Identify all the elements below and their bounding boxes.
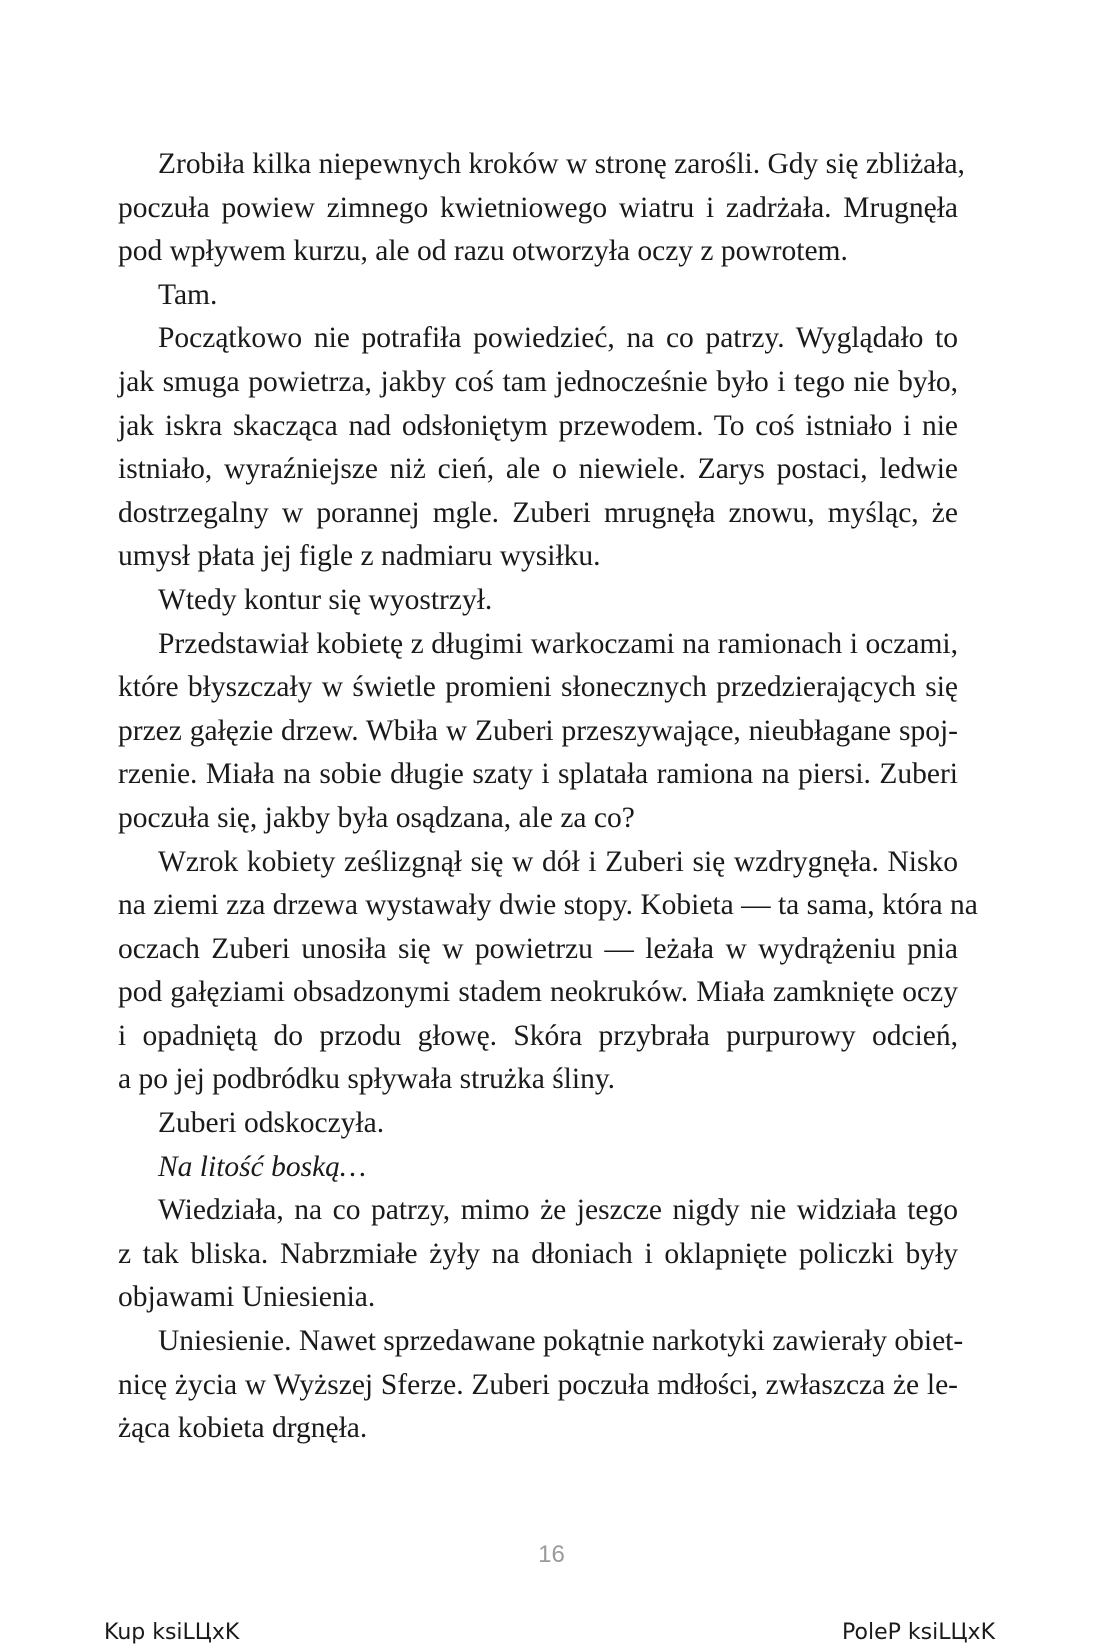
text-line: poczuła się, jakby była osądzana, ale za co?	[118, 801, 635, 834]
text-line: Zuberi odskoczyła.	[158, 1107, 385, 1140]
text-line: Wzrok kobiety ześlizgnął się w dół i Zuberi się wzdrygnęła. Nisko	[158, 845, 958, 878]
text-line: jak smuga powietrza, jakby coś tam jednocześnie było i tego nie było,	[118, 365, 958, 398]
text-line: Wiedziała, na co patrzy, mimo że jeszcze nigdy nie widziała tego	[158, 1194, 958, 1227]
text-line: pod wpływem kurzu, ale od razu otworzyła oczy z powrotem.	[118, 235, 848, 268]
text-line: dostrzegalny w porannej mgle. Zuberi mrugnęła znowu, myśląc, że	[118, 496, 958, 529]
text-line: pod gałęziami obsadzonymi stadem neokruków. Miała zamknięte oczy	[118, 976, 958, 1009]
text-line: przez gałęzie drzew. Wbiła w Zuberi przeszywające, nieubłagane spoj-	[118, 714, 958, 747]
text-line: i opadniętą do przodu głowę. Skóra przybrała purpurowy odcień,	[118, 1019, 958, 1052]
text-line: Uniesienie. Nawet sprzedawane pokątnie narkotyki zawierały obiet-	[158, 1325, 964, 1358]
text-line: nicę życia w Wyższej Sferze. Zuberi poczuła mdłości, zwłaszcza że le-	[118, 1368, 958, 1401]
text-line: oczach Zuberi unosiła się w powietrzu — leżała w wydrążeniu pnia	[118, 932, 958, 965]
text-line: istniało, wyraźniejsze niż cień, ale o niewiele. Zarys postaci, ledwie	[118, 453, 958, 486]
text-line: Wtedy kontur się wyostrzył.	[158, 583, 493, 616]
text-line: umysł płata jej figle z nadmiaru wysiłku.	[118, 540, 601, 573]
text-line: rzenie. Miała na sobie długie szaty i splatała ramiona na piersi. Zuberi	[118, 758, 958, 791]
text-line: Tam.	[158, 278, 218, 311]
text-line: na ziemi zza drzewa wystawały dwie stopy. Kobieta — ta sama, która na	[118, 889, 978, 922]
text-line: żąca kobieta drgnęła.	[118, 1412, 368, 1445]
text-line: Przedstawiał kobietę z długimi warkoczami na ramionach i oczami,	[158, 627, 958, 660]
text-line: jak iskra skacząca nad odsłoniętym przewodem. To coś istniało i nie	[118, 409, 958, 442]
text-line: objawami Uniesienia.	[118, 1281, 376, 1314]
recommend-book-link[interactable]: PoleP ksiLЦxK	[842, 1620, 995, 1645]
text-line: Zrobiła kilka niepewnych kroków w stronę zarośli. Gdy się zbliżała,	[158, 148, 965, 180]
text-line: z tak bliska. Nabrzmiałe żyły na dłoniach i oklapnięte policzki były	[118, 1237, 958, 1270]
page-number: 16	[538, 1541, 565, 1568]
book-page-body	[118, 143, 978, 1451]
text-line: Na litość boską…	[158, 1150, 367, 1183]
text-line: poczuła powiew zimnego kwietniowego wiatru i zadrżała. Mrugnęła	[118, 191, 958, 224]
buy-book-link[interactable]: Kup ksiLЦxK	[104, 1620, 240, 1645]
text-line: które błyszczały w świetle promieni słonecznych przedzierających się	[118, 671, 958, 704]
text-line: a po jej podbródku spływała strużka śliny.	[118, 1063, 616, 1096]
text-line: Początkowo nie potrafiła powiedzieć, na co patrzy. Wyglądało to	[158, 322, 958, 355]
